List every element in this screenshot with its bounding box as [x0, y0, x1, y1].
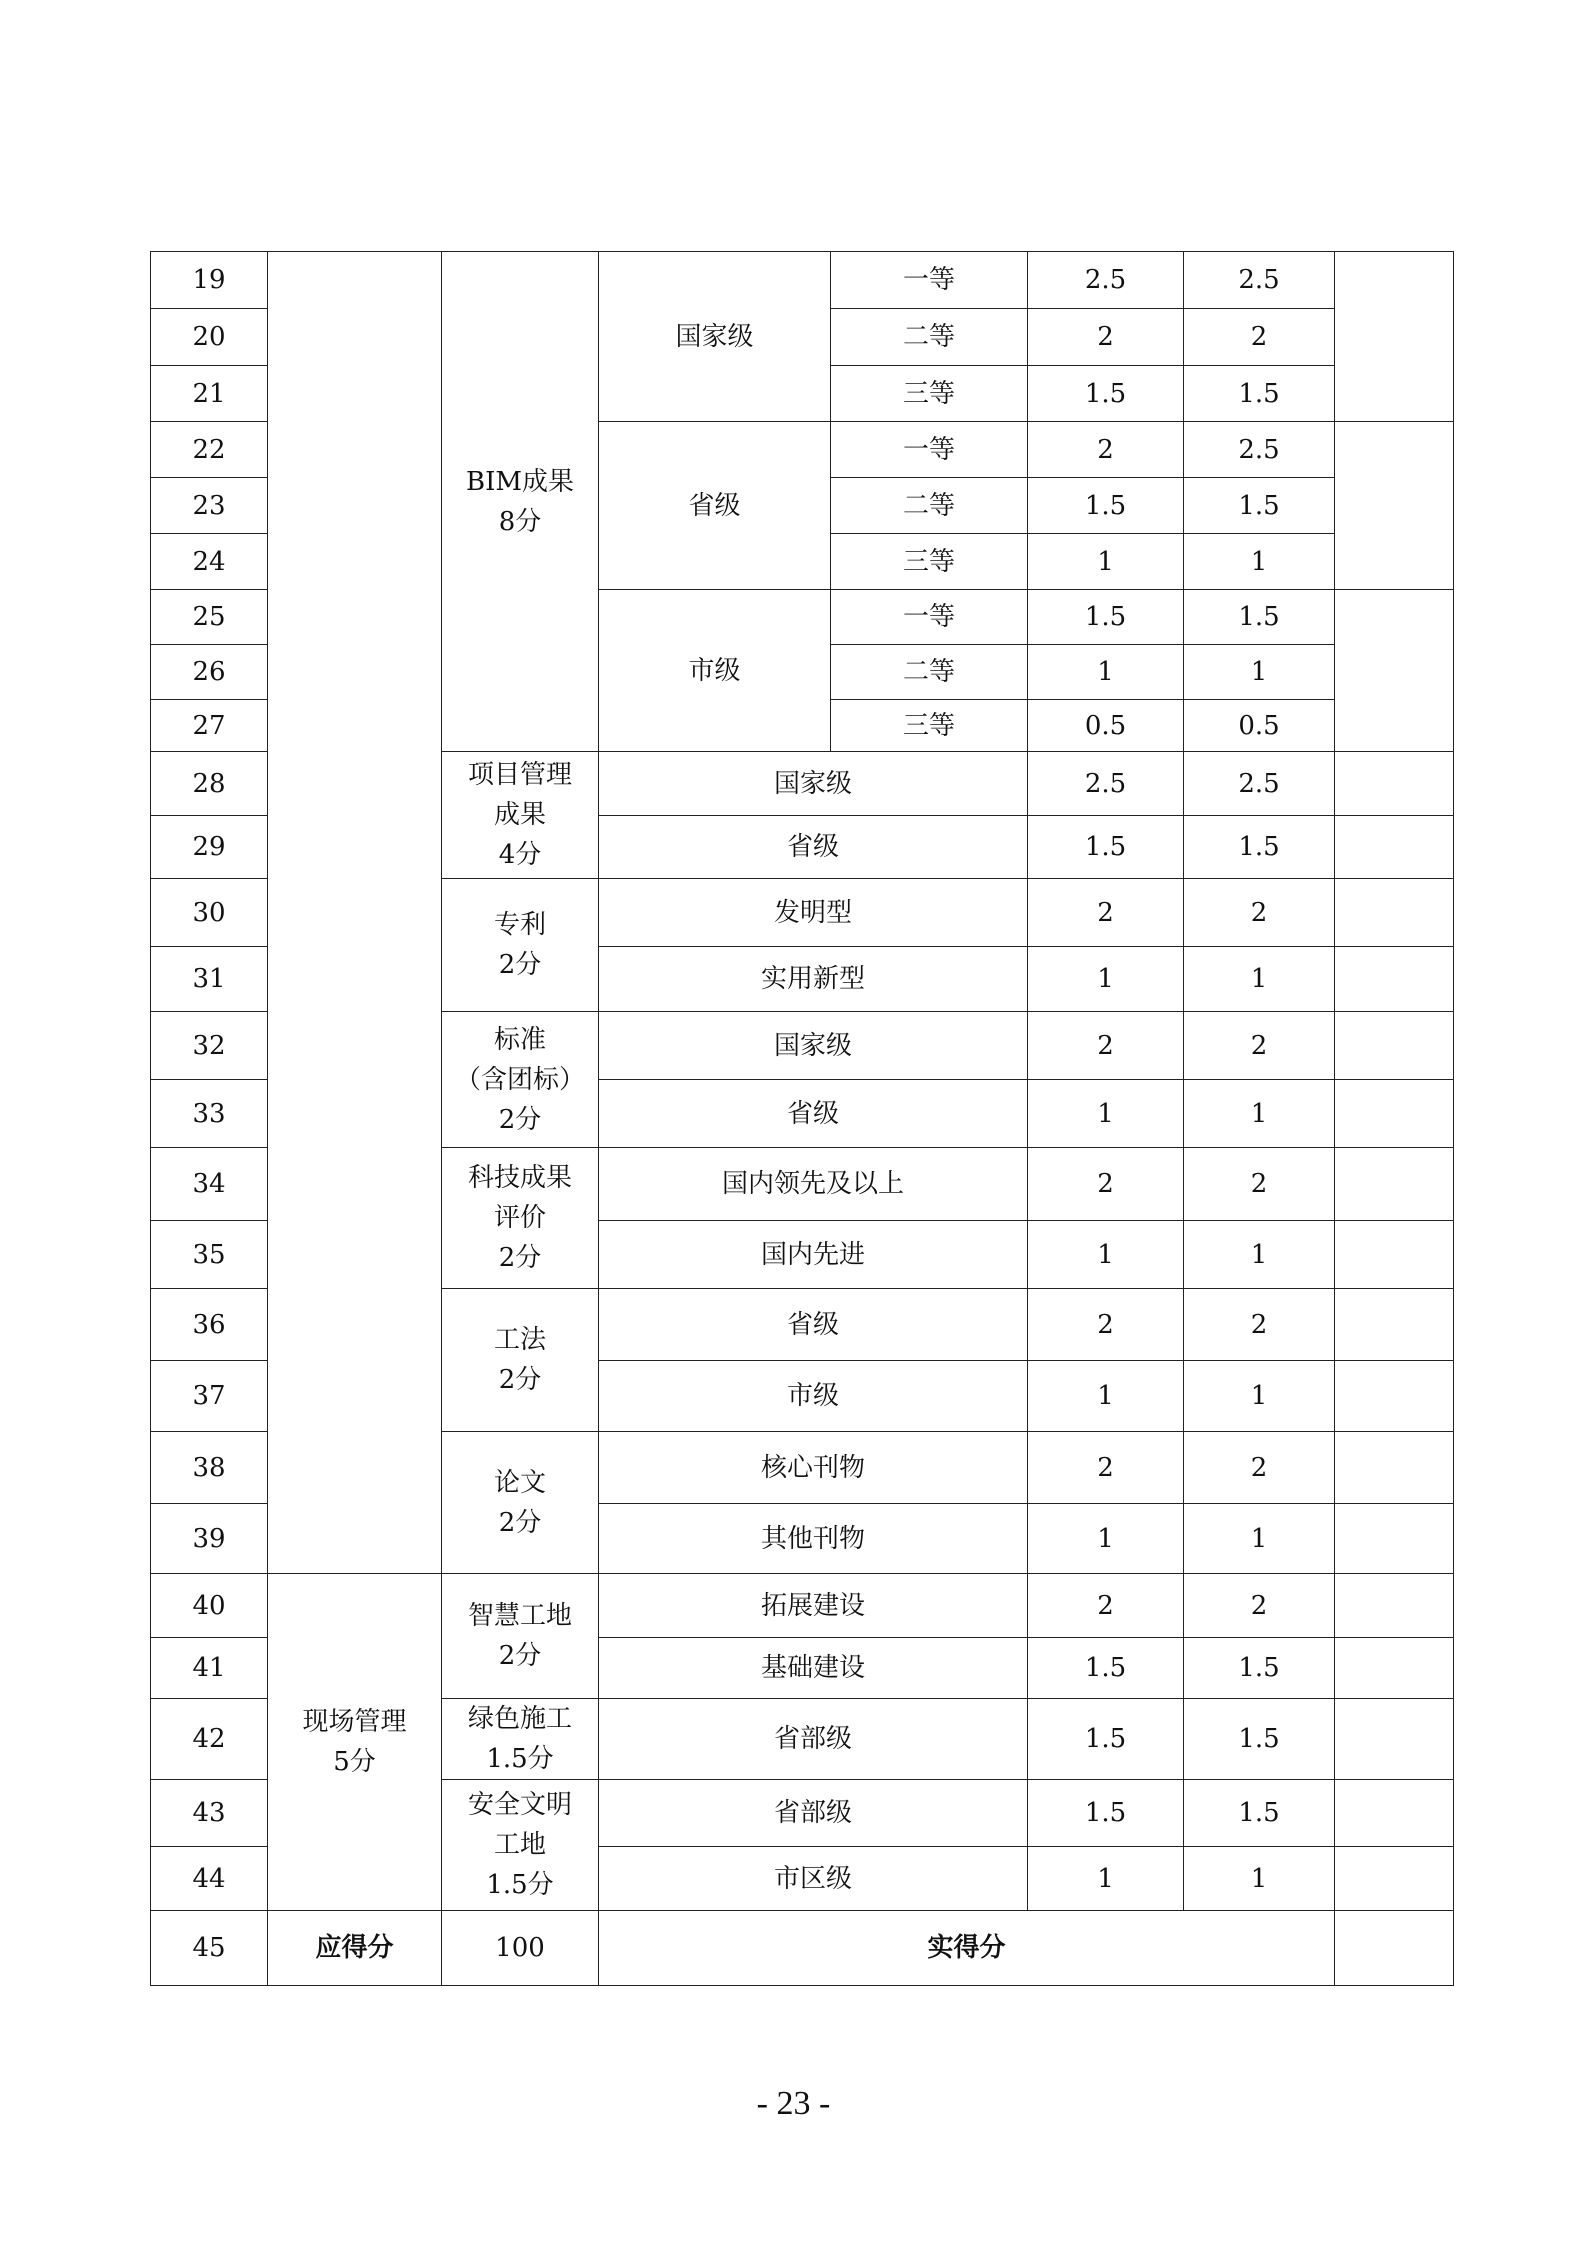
grade: 一等 — [831, 252, 1028, 309]
score: 1.5 — [1184, 1699, 1335, 1780]
table-row — [151, 1574, 1454, 1638]
max-score: 1 — [1028, 947, 1184, 1012]
max-score: 0.5 — [1028, 700, 1184, 752]
score: 2.5 — [1184, 752, 1335, 816]
item-label: 省部级 — [599, 1780, 1028, 1847]
total-value: 100 — [442, 1911, 599, 1986]
max-score: 2 — [1028, 879, 1184, 947]
grade: 三等 — [831, 366, 1028, 422]
score: 1 — [1184, 1847, 1335, 1911]
row-number: 29 — [151, 816, 268, 879]
score: 1 — [1184, 1361, 1335, 1432]
row-number: 33 — [151, 1080, 268, 1148]
score: 1 — [1184, 947, 1335, 1012]
remark-cell — [1335, 1504, 1454, 1574]
max-score: 1.5 — [1028, 366, 1184, 422]
max-score: 1.5 — [1028, 1638, 1184, 1699]
score: 1 — [1184, 534, 1335, 590]
score: 2 — [1184, 1432, 1335, 1504]
score: 1.5 — [1184, 1780, 1335, 1847]
score: 1 — [1184, 645, 1335, 700]
actual-score-label: 实得分 — [599, 1911, 1335, 1986]
remark-cell — [1335, 816, 1454, 879]
max-score: 1 — [1028, 1080, 1184, 1148]
item-label: 省级 — [599, 1080, 1028, 1148]
remark-cell — [1335, 1432, 1454, 1504]
max-score: 1.5 — [1028, 816, 1184, 879]
score: 2 — [1184, 1012, 1335, 1080]
group-label: 标准 （含团标） 2分 — [442, 1012, 599, 1148]
group-label: 科技成果 评价 2分 — [442, 1148, 599, 1289]
group-label: 论文 2分 — [442, 1432, 599, 1574]
score: 1.5 — [1184, 478, 1335, 534]
score: 0.5 — [1184, 700, 1335, 752]
item-label: 拓展建设 — [599, 1574, 1028, 1638]
grade: 三等 — [831, 700, 1028, 752]
row-number: 21 — [151, 366, 268, 422]
row-number: 43 — [151, 1780, 268, 1847]
row-number: 35 — [151, 1221, 268, 1289]
item-label: 国家级 — [599, 752, 1028, 816]
max-score: 1 — [1028, 645, 1184, 700]
item-label: 发明型 — [599, 879, 1028, 947]
row-number: 27 — [151, 700, 268, 752]
item-label: 国家级 — [599, 1012, 1028, 1080]
remark-cell — [1335, 1638, 1454, 1699]
score: 1.5 — [1184, 590, 1335, 645]
remark-cell — [1335, 1847, 1454, 1911]
score: 1 — [1184, 1504, 1335, 1574]
table-row — [151, 1911, 1454, 1986]
item-label: 国内领先及以上 — [599, 1148, 1028, 1221]
score: 2 — [1184, 1148, 1335, 1221]
row-number: 23 — [151, 478, 268, 534]
remark-cell — [1335, 1289, 1454, 1361]
row-number: 37 — [151, 1361, 268, 1432]
row-number: 30 — [151, 879, 268, 947]
max-score: 1 — [1028, 534, 1184, 590]
remark-cell — [1335, 947, 1454, 1012]
group-label: 专利 2分 — [442, 879, 599, 1012]
group-label: 绿色施工 1.5分 — [442, 1699, 599, 1780]
grade: 二等 — [831, 309, 1028, 366]
score: 2 — [1184, 1289, 1335, 1361]
max-score: 1.5 — [1028, 590, 1184, 645]
remark-cell — [1335, 422, 1454, 590]
item-label: 市级 — [599, 1361, 1028, 1432]
remark-cell — [1335, 1080, 1454, 1148]
score: 1.5 — [1184, 1638, 1335, 1699]
max-score: 2 — [1028, 1148, 1184, 1221]
max-score: 1.5 — [1028, 1699, 1184, 1780]
row-number: 38 — [151, 1432, 268, 1504]
row-number: 24 — [151, 534, 268, 590]
grade: 二等 — [831, 645, 1028, 700]
row-number: 41 — [151, 1638, 268, 1699]
row-number: 40 — [151, 1574, 268, 1638]
level-label: 省级 — [599, 422, 831, 590]
score: 2.5 — [1184, 422, 1335, 478]
category-cell-empty — [268, 252, 442, 1574]
remark-cell — [1335, 1361, 1454, 1432]
site-management-label: 现场管理 5分 — [268, 1574, 442, 1911]
max-score: 1 — [1028, 1361, 1184, 1432]
row-number: 36 — [151, 1289, 268, 1361]
item-label: 核心刊物 — [599, 1432, 1028, 1504]
item-label: 实用新型 — [599, 947, 1028, 1012]
item-label: 基础建设 — [599, 1638, 1028, 1699]
grade: 一等 — [831, 422, 1028, 478]
max-score: 2 — [1028, 1574, 1184, 1638]
remark-cell — [1335, 752, 1454, 816]
score: 2 — [1184, 1574, 1335, 1638]
table-row — [151, 252, 1454, 309]
item-label: 国内先进 — [599, 1221, 1028, 1289]
item-label: 省部级 — [599, 1699, 1028, 1780]
grade: 一等 — [831, 590, 1028, 645]
max-score: 1.5 — [1028, 1780, 1184, 1847]
row-number: 34 — [151, 1148, 268, 1221]
grade: 二等 — [831, 478, 1028, 534]
remark-cell — [1335, 1012, 1454, 1080]
max-score: 1.5 — [1028, 478, 1184, 534]
row-number: 45 — [151, 1911, 268, 1986]
group-label: 安全文明 工地 1.5分 — [442, 1780, 599, 1911]
remark-cell — [1335, 1148, 1454, 1221]
row-number: 25 — [151, 590, 268, 645]
score: 2.5 — [1184, 252, 1335, 309]
group-label: 智慧工地 2分 — [442, 1574, 599, 1699]
level-label: 市级 — [599, 590, 831, 752]
item-label: 其他刊物 — [599, 1504, 1028, 1574]
max-score: 2 — [1028, 422, 1184, 478]
actual-score-cell — [1335, 1911, 1454, 1986]
row-number: 22 — [151, 422, 268, 478]
remark-cell — [1335, 1221, 1454, 1289]
max-score: 2 — [1028, 1432, 1184, 1504]
max-score: 2 — [1028, 1012, 1184, 1080]
group-label: 项目管理 成果 4分 — [442, 752, 599, 879]
row-number: 19 — [151, 252, 268, 309]
page-number: - 23 - — [756, 2085, 831, 2122]
score: 1.5 — [1184, 816, 1335, 879]
remark-cell — [1335, 1574, 1454, 1638]
remark-cell — [1335, 879, 1454, 947]
score: 1.5 — [1184, 366, 1335, 422]
max-score: 1 — [1028, 1504, 1184, 1574]
remark-cell — [1335, 252, 1454, 422]
row-number: 39 — [151, 1504, 268, 1574]
score: 2 — [1184, 879, 1335, 947]
level-label: 国家级 — [599, 252, 831, 422]
max-score: 2 — [1028, 1289, 1184, 1361]
item-label: 省级 — [599, 1289, 1028, 1361]
score: 1 — [1184, 1221, 1335, 1289]
max-score: 1 — [1028, 1847, 1184, 1911]
row-number: 26 — [151, 645, 268, 700]
group-label: 工法 2分 — [442, 1289, 599, 1432]
remark-cell — [1335, 1699, 1454, 1780]
row-number: 44 — [151, 1847, 268, 1911]
bim-label: BIM成果 8分 — [442, 252, 599, 752]
max-score: 2.5 — [1028, 752, 1184, 816]
row-number: 32 — [151, 1012, 268, 1080]
row-number: 42 — [151, 1699, 268, 1780]
total-label: 应得分 — [268, 1911, 442, 1986]
item-label: 省级 — [599, 816, 1028, 879]
max-score: 1 — [1028, 1221, 1184, 1289]
grade: 三等 — [831, 534, 1028, 590]
score: 1 — [1184, 1080, 1335, 1148]
max-score: 2.5 — [1028, 252, 1184, 309]
score: 2 — [1184, 309, 1335, 366]
max-score: 2 — [1028, 309, 1184, 366]
row-number: 28 — [151, 752, 268, 816]
item-label: 市区级 — [599, 1847, 1028, 1911]
remark-cell — [1335, 590, 1454, 752]
row-number: 31 — [151, 947, 268, 1012]
row-number: 20 — [151, 309, 268, 366]
remark-cell — [1335, 1780, 1454, 1847]
score-table — [150, 251, 1454, 1986]
